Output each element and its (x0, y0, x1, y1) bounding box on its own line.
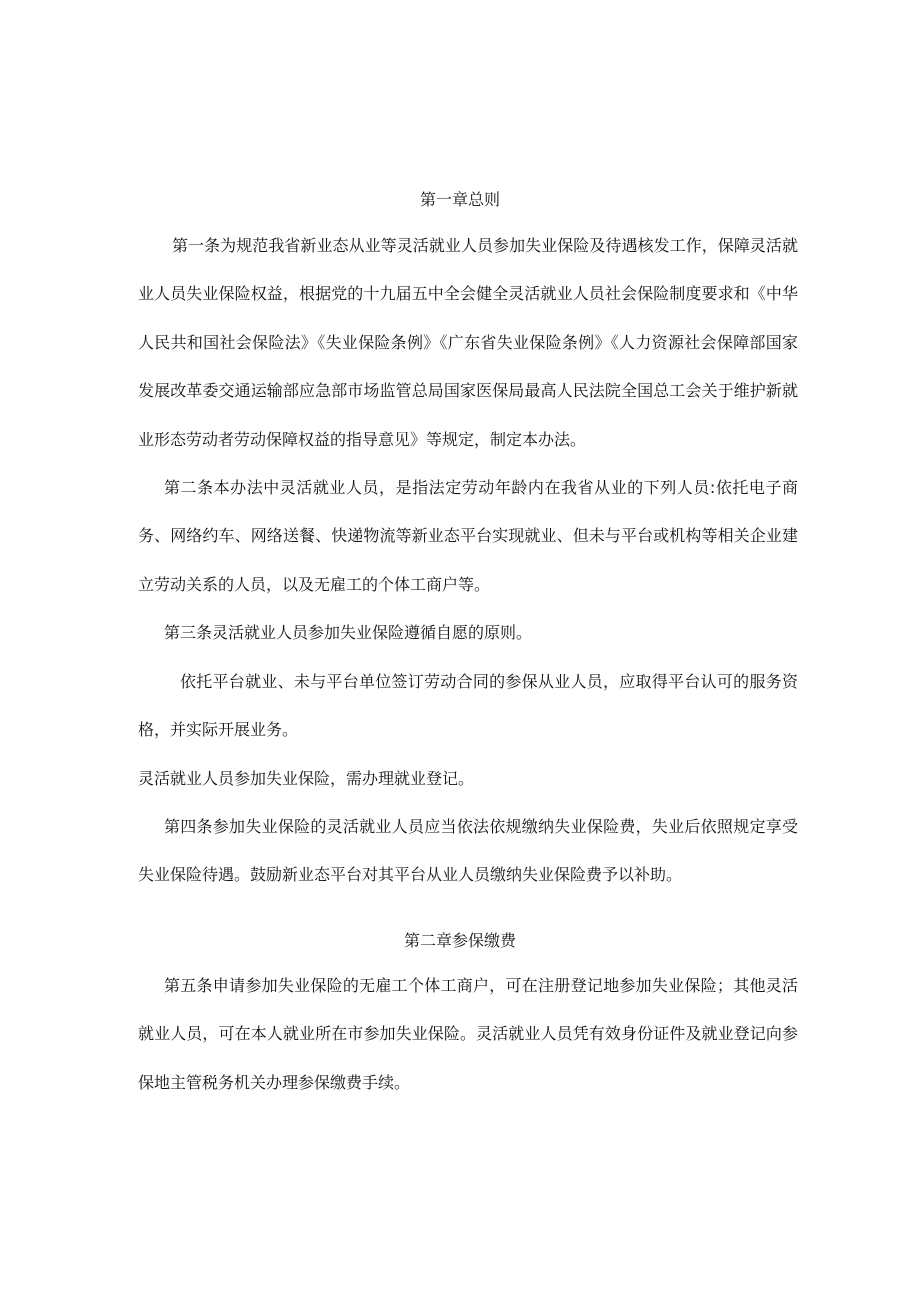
article-3: 第三条灵活就业人员参加失业保险遵循自愿的原则。 (164, 623, 533, 642)
article-2: 第二条本办法中灵活就业人员，是指法定劳动年龄内在我省从业的下列人员:依托电子商务、网络约车、网络送餐、快递物流等新业态平台实现就业、但未与平台或机构等相关企业建立劳动关系的人员，以及无雇工的个体工商户等。 (138, 478, 798, 594)
article-1: 第一条为规范我省新业态从业等灵活就业人员参加失业保险及待遇核发工作，保障灵活就业人员失业保险权益，根据党的十九届五中全会健全灵活就业人员社会保险制度要求和《中华人民共和国社会保险法》《失业保险条例》《广东省失业保险条例》《人力资源社会保障部国家发展改革委交通运输部应急部市场监管总局国家医保局最高人民法院全国总工会关于维护新就业形态劳动者劳动保障权益的指导意见》等规定，制定本办法。 (138, 236, 798, 449)
chapter-2-title: 第二章参保缴费 (403, 931, 516, 950)
chapter-1-title: 第一章总则 (419, 190, 500, 209)
article-3-paragraph-2: 依托平台就业、未与平台单位签订劳动合同的参保从业人员，应取得平台认可的服务资格，并实际开展业务。 (138, 672, 798, 740)
article-4: 第四条参加失业保险的灵活就业人员应当依法依规缴纳失业保险费，失业后依照规定享受失业保险待遇。鼓励新业态平台对其平台从业人员缴纳失业保险费予以补助。 (138, 817, 798, 885)
article-3-paragraph-3: 灵活就业人员参加失业保险，需办理就业登记。 (138, 769, 475, 788)
article-5: 第五条申请参加失业保险的无雇工个体工商户，可在注册登记地参加失业保险；其他灵活就业人员，可在本人就业所在市参加失业保险。灵活就业人员凭有效身份证件及就业登记向参保地主管税务机关办理参保缴费手续。 (138, 976, 798, 1092)
